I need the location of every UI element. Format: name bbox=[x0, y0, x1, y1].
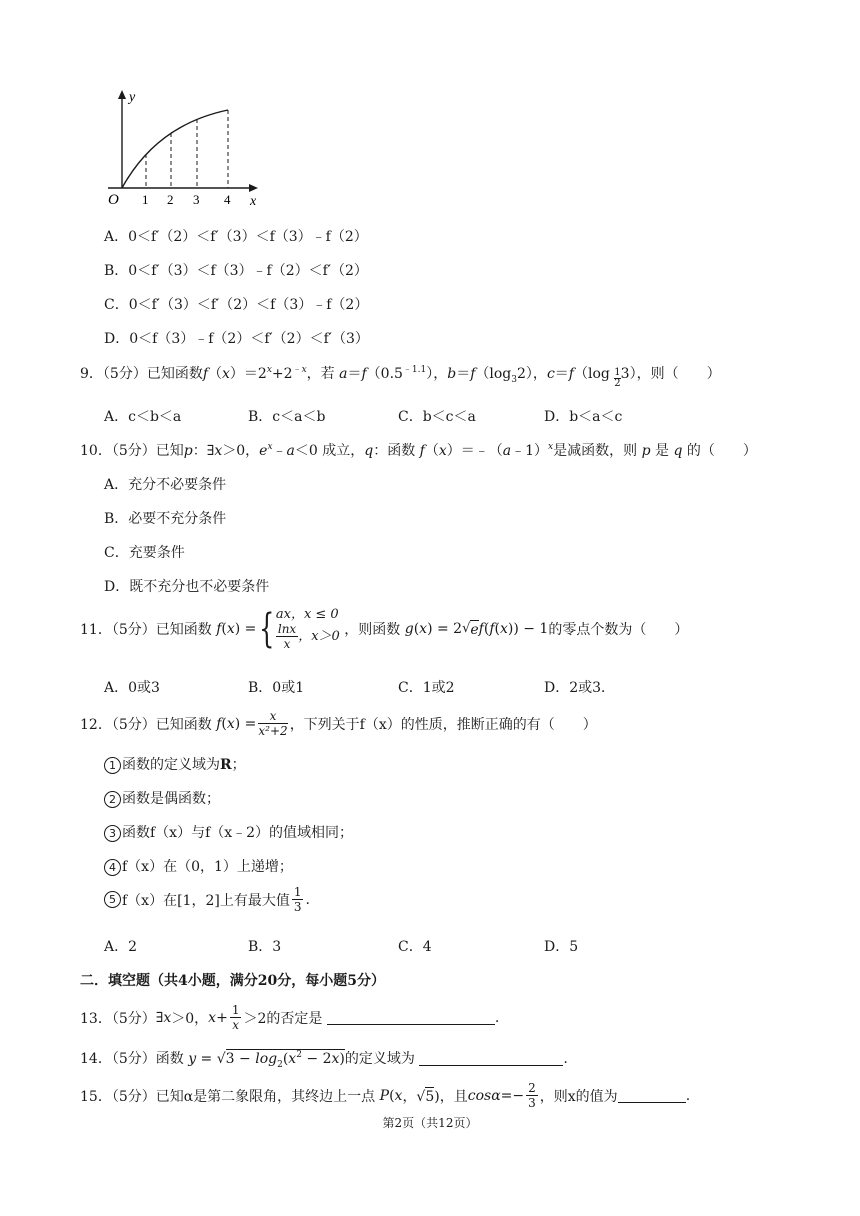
q15-answer-blank[interactable] bbox=[618, 1088, 686, 1103]
q12-option-b: B．3 bbox=[248, 939, 282, 955]
q10-option-b: B．必要不充分条件 bbox=[104, 511, 227, 527]
q13-stem: 13．（5分） ∃ x ＞0， x + $\frac{1}{x}$ ＞2 的否定是 . bbox=[80, 1003, 500, 1032]
q11-option-b: B．0或1 bbox=[248, 680, 305, 696]
q11-stem: 11．（5分）已知函数 f ( x ) = { ax，x ≤ 0 $\frac{\ln x}{x}$ ，x＞0 ，则函数 g ( x ) = 2 √ e f ( f ( x )) − 1 的零点个数为（ ） bbox=[80, 605, 689, 652]
q11-option-c: C．1或2 bbox=[398, 680, 455, 696]
graph-tick-3: 3 bbox=[193, 192, 200, 207]
q11-option-d: D．2或3． bbox=[544, 680, 616, 696]
q11-option-a: A．0或3 bbox=[104, 680, 160, 696]
q8-option-a: A．0＜f′（2）＜f′（3）＜f（3）﹣f（2） bbox=[104, 229, 368, 245]
q12-item-5: 5 f（x）在[1，2]上有最大值 $\frac{1}{3}$ . bbox=[104, 886, 310, 913]
section-heading: 二．填空题（共4小题，满分20分，每小题5分） bbox=[80, 973, 385, 989]
function-graph bbox=[100, 88, 270, 210]
q10-option-a: A．充分不必要条件 bbox=[104, 477, 227, 493]
graph-tick-2: 2 bbox=[167, 192, 174, 207]
graph-tick-1: 1 bbox=[142, 192, 149, 207]
page-footer: 第2页（共12页） bbox=[382, 1116, 478, 1130]
q12-option-c: C．4 bbox=[398, 939, 432, 955]
q8-option-c: C．0＜f′（3）＜f′（2）＜f（3）﹣f（2） bbox=[104, 297, 369, 313]
graph-y-label: y bbox=[129, 90, 136, 105]
q13-answer-blank[interactable] bbox=[327, 1010, 495, 1025]
q12-item-1: 1 函数的定义域为R； bbox=[104, 754, 246, 774]
q14-answer-blank[interactable] bbox=[419, 1051, 563, 1066]
q10-stem: 10．（5分）已知p：∃x＞0，$e^x﹣a<0$ 成立，q：函数 f（x）＝﹣（a﹣1）$^x$是减函数，则 p 是 q 的（ ） bbox=[80, 442, 757, 459]
q12-option-a: A．2 bbox=[104, 939, 138, 955]
q12-item-3: 3 函数f（x）与f（x﹣2）的值域相同； bbox=[104, 822, 353, 842]
q8-option-d: D．0＜f（3）﹣f（2）＜f′（2）＜f′（3） bbox=[104, 331, 369, 347]
q9-option-d: D．b＜a＜c bbox=[544, 409, 623, 425]
q15-stem: 15．（5分）已知α是第二象限角，其终边上一点 P ( x ，√ 5 )，且 cosα =− $\frac{2}{3}$ ，则x的值为 . bbox=[80, 1081, 691, 1110]
graph-tick-4: 4 bbox=[224, 192, 231, 207]
q12-option-d: D．5 bbox=[544, 939, 579, 955]
q9-option-a: A．c＜b＜a bbox=[104, 409, 182, 425]
graph-origin-label: O bbox=[108, 192, 119, 208]
q9-option-b: B．c＜a＜b bbox=[248, 409, 326, 425]
q10-option-c: C．充要条件 bbox=[104, 545, 185, 561]
q10-option-d: D．既不充分也不必要条件 bbox=[104, 579, 270, 595]
q12-item-4: 4 f（x）在（0，1）上递增； bbox=[104, 856, 293, 876]
q8-option-b: B．0＜f′（3）＜f（3）﹣f（2）＜f′（2） bbox=[104, 263, 368, 279]
graph-x-label: x bbox=[250, 194, 257, 209]
q12-item-2: 2 函数是偶函数； bbox=[104, 788, 220, 808]
q9-option-c: C．b＜c＜a bbox=[398, 409, 476, 425]
q12-stem: 12．（5分）已知函数 f ( x ) = $\frac{x}{\text{x²+2}}$ ，下列关于f（x）的性质，推断正确的有（ ） bbox=[80, 709, 597, 738]
q14-stem: 14．（5分）函数 $y = √3 - \log_2(x^2 - 2x)$的定义域为 . bbox=[80, 1050, 568, 1070]
q9-stem: 9．（5分）已知函数$f(x)=2^x+2^{﹣x}$，若 $a=f(0.5^{﹣1.1})$，$b=f(\log_32)$，c＝f（log $\frac{1}{2}$ 3），则（ ） bbox=[80, 365, 721, 389]
